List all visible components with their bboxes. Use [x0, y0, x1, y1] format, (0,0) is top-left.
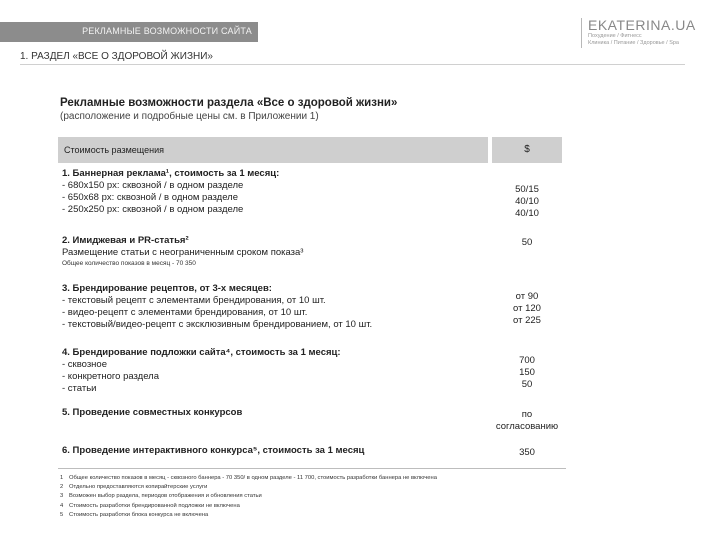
table-row — [62, 235, 492, 268]
price-value: от 120 — [513, 303, 541, 314]
row-price — [492, 355, 562, 391]
page-subtitle: (расположение и подробные цены см. в Приложении 1) — [60, 111, 319, 122]
price-value: 700 — [519, 355, 535, 366]
row-line: - текстовый рецепт с элементами брендирования, от 10 шт. — [62, 295, 326, 306]
table-header-label: Стоимость размещения — [64, 145, 164, 155]
row-line: Размещение статьи с неограниченным сроком показа³ — [62, 247, 304, 258]
row-price — [492, 447, 562, 459]
table-row — [62, 347, 492, 395]
row-title: 1. Баннерная реклама¹, стоимость за 1 месяц: — [62, 168, 280, 179]
table-row — [62, 445, 492, 457]
page-title: Рекламные возможности раздела «Все о здоровой жизни» — [60, 97, 398, 109]
header-bar-text: РЕКЛАМНЫЕ ВОЗМОЖНОСТИ САЙТА — [82, 26, 252, 36]
price-value: по — [521, 409, 533, 420]
price-value: 40/10 — [515, 196, 539, 207]
logo — [581, 18, 698, 48]
price-value: 350 — [519, 447, 535, 458]
price-value: 150 — [519, 367, 535, 378]
row-line: - статьи — [62, 383, 97, 394]
table-row — [62, 283, 492, 331]
table-row — [62, 407, 492, 419]
row-price — [492, 291, 562, 327]
footnote: 5 Стоимость разработки блока конкурса не включена — [60, 511, 209, 518]
logo-tagline: Клиника / Питание / Здоровье / Spa — [588, 40, 679, 46]
price-value: 50/15 — [515, 184, 539, 195]
row-title: 5. Проведение совместных конкурсов — [62, 407, 243, 418]
row-price — [492, 237, 562, 249]
price-value: от 90 — [515, 291, 539, 302]
row-line: - конкретного раздела — [62, 371, 160, 382]
row-line: - 680x150 px: сквозной / в одном разделе — [62, 180, 244, 191]
section-title: 1. РАЗДЕЛ «ВСЕ О ЗДОРОВОЙ ЖИЗНИ» — [20, 51, 213, 62]
header-bar — [0, 22, 258, 42]
row-note: Общее количество показов в месяц - 70 350 — [62, 260, 196, 267]
footnotes — [60, 474, 437, 520]
row-line: - 650x68 px: сквозной / в одном разделе — [62, 192, 239, 203]
row-title: 4. Брендирование подложки сайта⁴, стоимость за 1 месяц: — [62, 347, 341, 358]
row-line: - 250x250 px: сквозной / в одном разделе — [62, 204, 244, 215]
price-value: 50 — [521, 237, 533, 248]
price-value: 40/10 — [515, 208, 539, 219]
row-line: - видео-рецепт с элементами брендирования, от 10 шт. — [62, 307, 308, 318]
footnote: 4 Стоимость разработки брендированной подложки не включена — [60, 502, 240, 509]
price-value: от 225 — [513, 315, 541, 326]
row-title: 3. Брендирование рецептов, от 3-х месяцев: — [62, 283, 272, 294]
row-line: - сквозное — [62, 359, 107, 370]
price-value: согласованию — [495, 421, 559, 432]
price-value: 50 — [521, 379, 533, 390]
row-price — [487, 409, 567, 433]
table-header-label-cell — [58, 137, 488, 163]
logo-brand: EKATERINA.UA — [588, 17, 696, 33]
footnote: 2 Отдельно предоставляются копирайтерские услуги — [60, 484, 208, 491]
table-row — [62, 168, 492, 216]
table-header-currency: $ — [492, 137, 562, 163]
row-price — [492, 184, 562, 220]
footnote: 1 Общее количество показов в месяц - сквозного баннера - 70 350/ в одном разделе - 11 700, стоимость разработки баннера не включена — [60, 475, 437, 481]
logo-tagline: Похудение / Фитнесс — [588, 33, 642, 39]
row-title: 6. Проведение интерактивного конкурса⁵, стоимость за 1 месяц — [62, 445, 365, 456]
footnote: 3 Возможен выбор раздела, периодов отображения и обновления статьи — [60, 493, 262, 500]
section-divider — [20, 64, 685, 65]
row-title: 2. Имиджевая и PR-статья² — [62, 235, 189, 246]
footnotes-divider — [58, 468, 566, 469]
row-line: - текстовый/видео-рецепт с эксклюзивным брендированием, от 10 шт. — [62, 319, 373, 330]
